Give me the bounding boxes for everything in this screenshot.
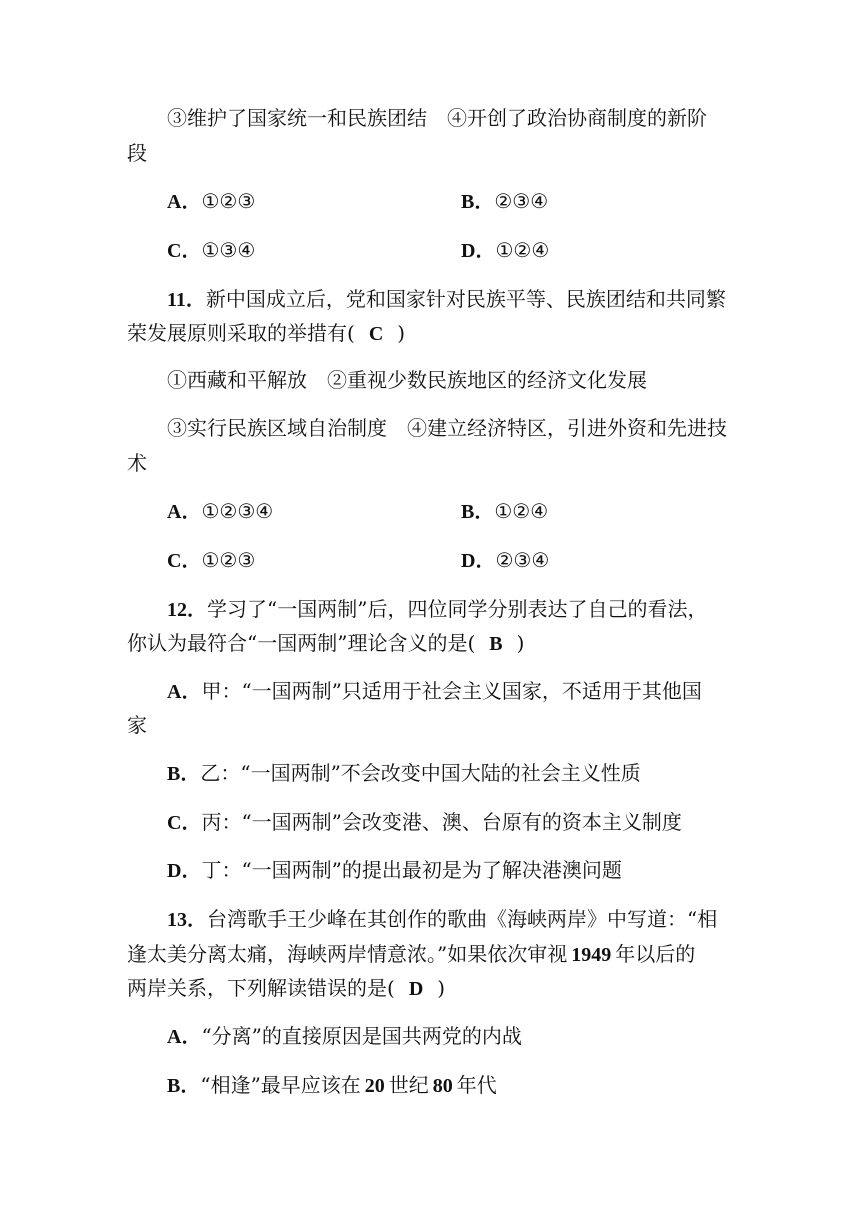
- option-label: D．: [461, 550, 496, 572]
- q13-stem-line1: [0, 907, 860, 932]
- option-label: B．: [167, 763, 201, 785]
- option-text: ①③④: [201, 238, 256, 262]
- option-label: B．: [461, 191, 495, 213]
- q10-option-b[interactable]: [461, 189, 548, 214]
- stem-text: 台湾歌手王少峰在其创作的歌曲《海峡两岸》中写道：“相: [207, 907, 718, 931]
- q12-option-b[interactable]: [0, 761, 860, 786]
- q12-stem-line2: [0, 631, 860, 656]
- option-text: ①②④: [495, 238, 550, 262]
- q11-statements-2: ③实行民族区域自治制度 ④建立经济特区，引进外资和先进技: [167, 416, 727, 440]
- q13-stem-line2: [0, 942, 860, 967]
- option-text: 甲：“一国两制”只适用于社会主义国家，不适用于其他国: [201, 679, 702, 703]
- q11-option-c[interactable]: [167, 548, 255, 573]
- option-text: 丙：“一国两制”会改变港、澳、台原有的资本主义制度: [201, 810, 682, 834]
- question-number: 11．: [167, 289, 206, 311]
- answer-letter: B: [489, 633, 503, 655]
- q10-option-c[interactable]: [167, 238, 255, 263]
- q11-statements-2-wrap: 术: [127, 451, 147, 475]
- q13-option-b[interactable]: [0, 1073, 860, 1098]
- option-text: ①②③: [201, 548, 256, 572]
- option-text: 世纪: [388, 1073, 429, 1097]
- q11-option-b[interactable]: [461, 499, 548, 524]
- stem-text: 年以后的: [615, 942, 696, 966]
- q10-statement-line: ③维护了国家统一和民族团结 ④开创了政治协商制度的新阶: [167, 106, 707, 130]
- q11-stem-line2: [0, 321, 860, 346]
- q11-option-d[interactable]: [461, 548, 549, 573]
- option-label: B．: [461, 501, 495, 523]
- stem-close: ): [516, 631, 525, 655]
- stem-text: 两岸关系，下列解读错误的是(: [127, 976, 395, 1000]
- option-label: D．: [167, 860, 202, 882]
- option-text: ①②④: [494, 499, 549, 523]
- stem-text: 新中国成立后，党和国家针对民族平等、民族团结和共同繁: [205, 287, 726, 311]
- option-text: 乙：“一国两制”不会改变中国大陆的社会主义性质: [200, 761, 641, 785]
- option-text: ①②③④: [201, 499, 274, 523]
- q10-statement-wrap: 段: [127, 141, 147, 165]
- option-text: 丁：“一国两制”的提出最初是为了解决港澳问题: [201, 858, 622, 882]
- q12-option-d[interactable]: [0, 858, 860, 883]
- stem-text: 你认为最符合“一国两制”理论含义的是(: [127, 631, 476, 655]
- option-label: C．: [167, 812, 202, 834]
- q11-statements-1: ①西藏和平解放 ②重视少数民族地区的经济文化发展: [167, 368, 647, 392]
- question-number: 13．: [167, 909, 207, 931]
- q12-option-c[interactable]: [0, 810, 860, 835]
- option-label: D．: [461, 240, 496, 262]
- option-label: A．: [167, 501, 202, 523]
- answer-letter: C: [368, 323, 384, 345]
- option-label: C．: [167, 240, 202, 262]
- stem-text: 荣发展原则采取的举措有(: [127, 321, 355, 345]
- option-label: A．: [167, 681, 202, 703]
- option-text: ②③④: [495, 548, 550, 572]
- decade-number: 80: [432, 1075, 453, 1097]
- option-label: A．: [167, 1026, 202, 1048]
- q11-stem-line1: [0, 287, 860, 312]
- option-text: “分离”的直接原因是国共两党的内战: [201, 1024, 522, 1048]
- option-label: B．: [167, 1075, 201, 1097]
- option-label: C．: [167, 550, 202, 572]
- stem-text: 学习了“一国两制”后，四位同学分别表达了自己的看法，: [207, 597, 708, 621]
- q11-option-a[interactable]: [167, 499, 273, 524]
- option-label: A．: [167, 191, 202, 213]
- option-text: ①②③: [201, 189, 256, 213]
- option-text: “相逢”最早应该在: [200, 1073, 361, 1097]
- stem-close: ): [397, 321, 406, 345]
- option-text: 年代: [456, 1073, 497, 1097]
- q12-option-a-wrap: 家: [127, 713, 147, 737]
- q13-option-a[interactable]: [0, 1024, 860, 1049]
- year-number: 1949: [571, 944, 612, 966]
- stem-text: 逢太美分离太痛，海峡两岸情意浓。”如果依次审视: [127, 942, 568, 966]
- q10-option-d[interactable]: [461, 238, 549, 263]
- answer-letter: D: [408, 978, 424, 1000]
- q10-option-a[interactable]: [167, 189, 255, 214]
- q12-option-a[interactable]: [0, 679, 860, 704]
- century-number: 20: [364, 1075, 385, 1097]
- q13-stem-line3: [0, 976, 860, 1001]
- stem-close: ): [437, 976, 446, 1000]
- q12-stem-line1: [0, 597, 860, 622]
- option-text: ②③④: [494, 189, 549, 213]
- question-number: 12．: [167, 599, 207, 621]
